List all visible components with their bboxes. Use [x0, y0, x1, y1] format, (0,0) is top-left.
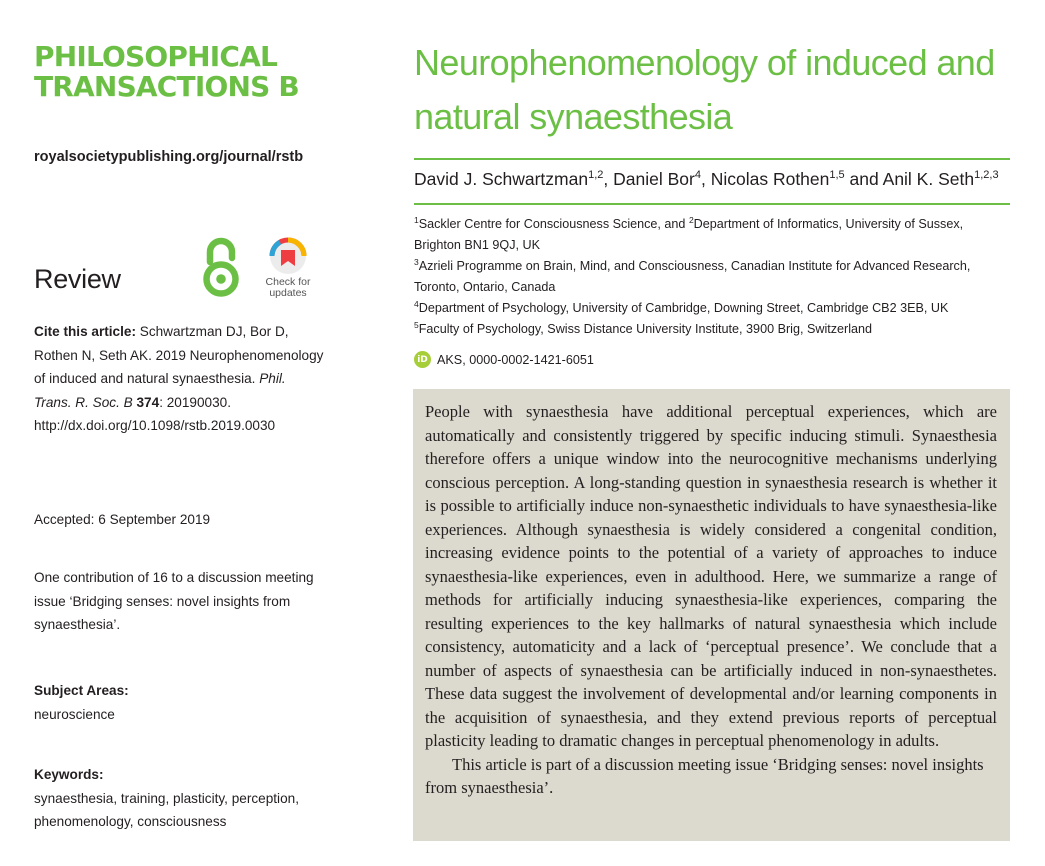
accepted-date: Accepted: 6 September 2019	[34, 512, 211, 527]
affiliation-1-2	[414, 214, 1010, 256]
orcid-line[interactable]	[414, 351, 594, 368]
check-updates-line2: updates	[269, 287, 307, 299]
affil-text: Department of Informatics, University of Sussex, Brighton BN1 9QJ, UK	[414, 217, 964, 252]
affil-number: 5	[414, 320, 419, 330]
author-name: Nicolas Rothen	[710, 169, 830, 189]
abstract-box	[413, 389, 1010, 841]
affiliation-3	[414, 256, 1010, 298]
affil-number: 2	[688, 215, 694, 225]
cite-volume: 374	[136, 394, 160, 410]
author-affil: 1,2,3	[974, 169, 999, 181]
affil-text: Faculty of Psychology, Swiss Distance University Institute, 3900 Brig, Switzerland	[418, 322, 873, 336]
author-separator: ,	[700, 169, 711, 189]
keywords-value: synaesthesia, training, plasticity, perception, phenomenology, consciousness	[34, 790, 299, 829]
cite-block	[34, 320, 324, 438]
journal-url[interactable]: royalsocietypublishing.org/journal/rstb	[34, 149, 304, 165]
subject-areas	[34, 679, 324, 726]
cite-pages: : 20190030.	[159, 394, 231, 410]
article-title: Neurophenomenology of induced and natural synaesthesia	[414, 42, 995, 137]
author-list	[414, 169, 999, 190]
cite-doi[interactable]: http://dx.doi.org/10.1098/rstb.2019.0030	[34, 418, 276, 433]
title-divider	[414, 158, 1010, 160]
journal-name-line1: PHILOSOPHICAL	[34, 40, 278, 73]
affil-text: Azrieli Programme on Brain, Mind, and Consciousness, Canadian Institute for Advanced Research, Toronto, Ontario, Canada	[414, 259, 971, 294]
author-affil: 4	[694, 169, 701, 181]
author-affil: 1,5	[829, 169, 845, 181]
cite-label: Cite this article:	[34, 324, 136, 339]
affil-number: 3	[414, 257, 419, 267]
check-updates-icon	[268, 236, 308, 276]
check-for-updates-badge[interactable]	[262, 236, 314, 299]
keywords	[34, 763, 324, 834]
orcid-text: AKS, 0000-0002-1421-6051	[437, 352, 594, 367]
article-type: Review	[34, 264, 121, 294]
affiliations	[414, 214, 1010, 340]
affil-number: 4	[414, 299, 419, 309]
abstract-text: People with synaesthesia have additional perceptual experiences, which are automatically and consistently triggered by specific inducing stimuli. Synaesthesia therefore offers a unique window into the neurocognitive mechanisms underlying conscious perception. A long-standing question in synaesthesia research is whether it is possible to artificially induce non-synaesthetic individuals to have synaesthesia-like experiences. Although synaesthesia is widely considered a congenital condition, increasing evidence points to the potential of a variety of approaches to induce synaesthesia-like experiences, even in adulthood. Here, we summarize a range of methods for artificially inducing synaesthesia-like experiences, comparing the resulting experiences to the key hallmarks of natural synaesthesia which include consistency, automaticity and a lack of ‘perceptual presence’. We conclude that a number of aspects of synaesthesia can be artificially induced in non-synaesthetes. These data suggest the involvement of developmental and/or learning components in the acquisition of synaesthesia, and they extend previous reports of perceptual plasticity leading to dramatic changes in perceptual phenomenology in adults.	[425, 402, 997, 750]
contribution-note: One contribution of 16 to a discussion meeting issue ‘Bridging senses: novel insights from synaesthesia’.	[34, 570, 314, 632]
subject-value: neuroscience	[34, 706, 115, 722]
authors-divider	[414, 203, 1010, 205]
journal-name-line2: TRANSACTIONS B	[34, 70, 299, 103]
check-updates-line1: Check for	[265, 276, 311, 288]
affiliation-5	[414, 319, 1010, 340]
affiliation-4	[414, 298, 1010, 319]
author-separator: and	[844, 169, 883, 189]
author-name: Daniel Bor	[613, 169, 695, 189]
orcid-icon: iD	[414, 351, 431, 368]
author-separator: ,	[603, 169, 614, 189]
abstract-note: This article is part of a discussion meeting issue ‘Bridging senses: novel insights from synaesthesia’.	[425, 754, 984, 797]
subject-label: Subject Areas:	[34, 683, 129, 698]
author-name: David J. Schwartzman	[414, 169, 589, 189]
open-access-icon	[200, 236, 242, 298]
cite-text: Schwartzman DJ, Bor D, Rothen N, Seth AK. 2019 Neurophenomenology of induced and natural synaesthesia.	[34, 324, 324, 386]
affil-text: Department of Psychology, University of Cambridge, Downing Street, Cambridge CB2 3EB, UK	[418, 301, 949, 315]
author-name: Anil K. Seth	[882, 169, 975, 189]
keywords-label: Keywords:	[34, 767, 104, 782]
cite-journal: Phil. Trans. R. Soc. B	[34, 371, 286, 410]
author-affil: 1,2	[588, 169, 604, 181]
affil-text: Sackler Centre for Consciousness Science, and	[418, 217, 689, 231]
journal-name	[34, 42, 299, 102]
affil-number: 1	[414, 215, 419, 225]
